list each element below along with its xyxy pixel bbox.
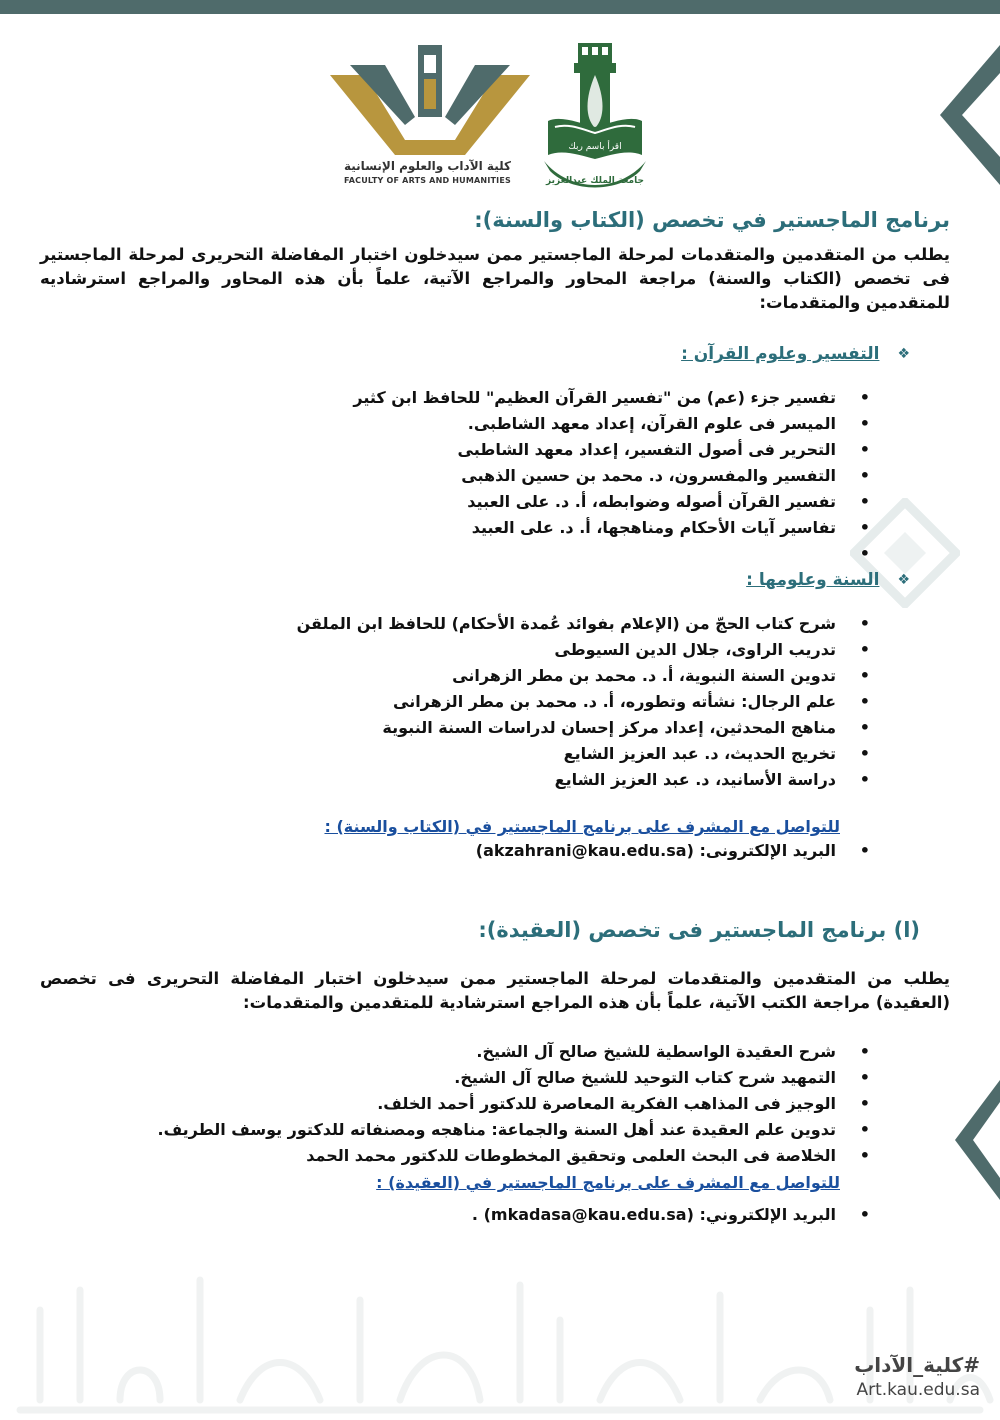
section2-title: (ا) برنامج الماجستير فى تخصص (العقيدة): <box>478 918 920 942</box>
list-item: • الخلاصة فى البحث العلمى وتحقيق المخطوطات للدكتور محمد الحمد <box>40 1143 870 1169</box>
footer-hashtag: #كلية_الآداب <box>854 1353 980 1377</box>
bullet-icon: • <box>859 692 870 711</box>
bullet-icon: • <box>859 492 870 511</box>
section2-intro: يطلب من المتقدمين والمتقدمات لمرحلة الماجستير ممن سيدخلون اختبار المفاضلة التحريرى فى تخصص (العقيدة) مراجعة الكتب الآتية، علماً بأن هذه المراجع استرشادية للمتقدمين والمتقدمات: <box>40 969 950 1012</box>
bullet-icon: • <box>859 1068 870 1087</box>
list-item: • دراسة الأسانيد، د. عبد العزيز الشايع <box>40 767 870 793</box>
bullet-icon: • <box>859 1146 870 1165</box>
bullet-icon: • <box>859 614 870 633</box>
section1-intro: يطلب من المتقدمين والمتقدمات لمرحلة الماجستير ممن سيدخلون اختبار المفاضلة التحريرى لمرحلة الماجستير فى تخصص (الكتاب والسنة) مراجعة المحاور والمراجع الآتية، علماً بأن هذه المحاور والمراجع استرشاديه للمتقدمين والمتقدمات: <box>40 245 950 312</box>
section1-title: برنامج الماجستير في تخصص (الكتاب والسنة): <box>474 208 950 232</box>
list-item: • تفسير جزء (عم) من "تفسير القرآن العظيم" للحافظ ابن كثير <box>40 385 870 411</box>
list-item: • الوجيز فى المذاهب الفكرية المعاصرة للدكتور أحمد الخلف. <box>40 1091 870 1117</box>
bullet-icon: • <box>859 414 870 433</box>
bullet-icon: • <box>859 666 870 685</box>
bullet-icon: • <box>859 544 870 563</box>
faculty-caption-arabic: كلية الآداب والعلوم الإنسانية <box>344 159 511 173</box>
footer-url[interactable]: Art.kau.edu.sa <box>856 1380 980 1400</box>
kau-university-logo <box>540 43 650 198</box>
footer <box>820 1352 980 1402</box>
list-item: • التفسير والمفسرون، د. محمد بن حسين الذهبى <box>40 463 870 489</box>
bullet-icon: • <box>859 770 870 789</box>
bullet-icon: • <box>859 1094 870 1113</box>
bullet-icon: • <box>859 466 870 485</box>
list-item: • تفسير القرآن أصوله وضوابطه، أ. د. على العبيد <box>40 489 870 515</box>
section1-email <box>40 839 870 863</box>
list-item: • تدوين علم العقيدة عند أهل السنة والجماعة: مناهجه ومصنفاته للدكتور يوسف الطريف. <box>40 1117 870 1143</box>
section2-email <box>40 1203 870 1227</box>
list-item: • شرح العقيدة الواسطية للشيخ صالح آل الشيخ. <box>40 1039 870 1065</box>
list-item: • شرح كتاب الحجّ من (الإعلام بفوائد عُمدة الأحكام) للحافظ ابن الملقن <box>40 611 870 637</box>
bullet-icon: • <box>859 1120 870 1139</box>
bullet-icon: • <box>859 1042 870 1061</box>
section1-group1-title: ❖ التفسير وعلوم القرآن : <box>40 341 910 367</box>
section2-email-address[interactable]: البريد الإلكتروني: (mkadasa@kau.edu.sa) . <box>471 1205 836 1224</box>
section1-group1-list <box>40 385 950 567</box>
bullet-icon: • <box>859 440 870 459</box>
list-item: • التمهيد شرح كتاب التوحيد للشيخ صالح آل الشيخ. <box>40 1065 870 1091</box>
bullet-icon: • <box>859 718 870 737</box>
diamond-bullet-icon: ❖ <box>897 346 910 362</box>
list-item: • علم الرجال: نشأته وتطوره، أ. د. محمد بن مطر الزهرانى <box>40 689 870 715</box>
faculty-caption-english: FACULTY OF ARTS AND HUMANITIES <box>344 176 511 185</box>
bullet-icon: • <box>859 841 870 860</box>
list-item: • التحرير فى أصول التفسير، إعداد معهد الشاطبى <box>40 437 870 463</box>
list-item-empty <box>40 541 870 567</box>
bullet-icon: • <box>859 640 870 659</box>
top-bar <box>0 0 1000 14</box>
list-item: • مناهج المحدثين، إعداد مركز إحسان لدراسات السنة النبوية <box>40 715 870 741</box>
section1-email-address[interactable]: البريد الإلكترونى: (akzahrani@kau.edu.sa) <box>475 841 836 860</box>
section1-contact-link[interactable]: للتواصل مع المشرف على برنامج الماجستير في (الكتاب والسنة) : <box>324 817 840 836</box>
header-logos <box>0 35 1000 195</box>
list-item: • تفاسير آيات الأحكام ومناهجها، أ. د. على العبيد <box>40 515 870 541</box>
section1-group2-title: ❖ السنة وعلومها : <box>40 567 910 593</box>
section2-list <box>40 1039 950 1169</box>
decorative-chevron-mid <box>955 1080 1000 1200</box>
list-item: • تخريج الحديث، د. عبد العزيز الشايع <box>40 741 870 767</box>
section2-contact-link[interactable]: للتواصل مع المشرف على برنامج الماجستير في (العقيدة) : <box>376 1173 840 1192</box>
list-item: • تدوين السنة النبوية، أ. د. محمد بن مطر الزهرانى <box>40 663 870 689</box>
bullet-icon: • <box>859 1205 870 1224</box>
svg-text:اقرأ باسم ربك: اقرأ باسم ربك <box>568 142 622 152</box>
list-item: • الميسر فى علوم القرآن، إعداد معهد الشاطبى. <box>40 411 870 437</box>
bullet-icon: • <box>859 388 870 407</box>
bullet-icon: • <box>859 518 870 537</box>
kau-seal-text: جامعة الملك عبدالعزيز <box>546 176 644 186</box>
bullet-icon: • <box>859 744 870 763</box>
section1-group2-list <box>40 611 950 793</box>
diamond-bullet-icon: ❖ <box>897 572 910 588</box>
list-item: • تدريب الراوى، جلال الدين السيوطى <box>40 637 870 663</box>
main-content <box>40 205 950 1227</box>
